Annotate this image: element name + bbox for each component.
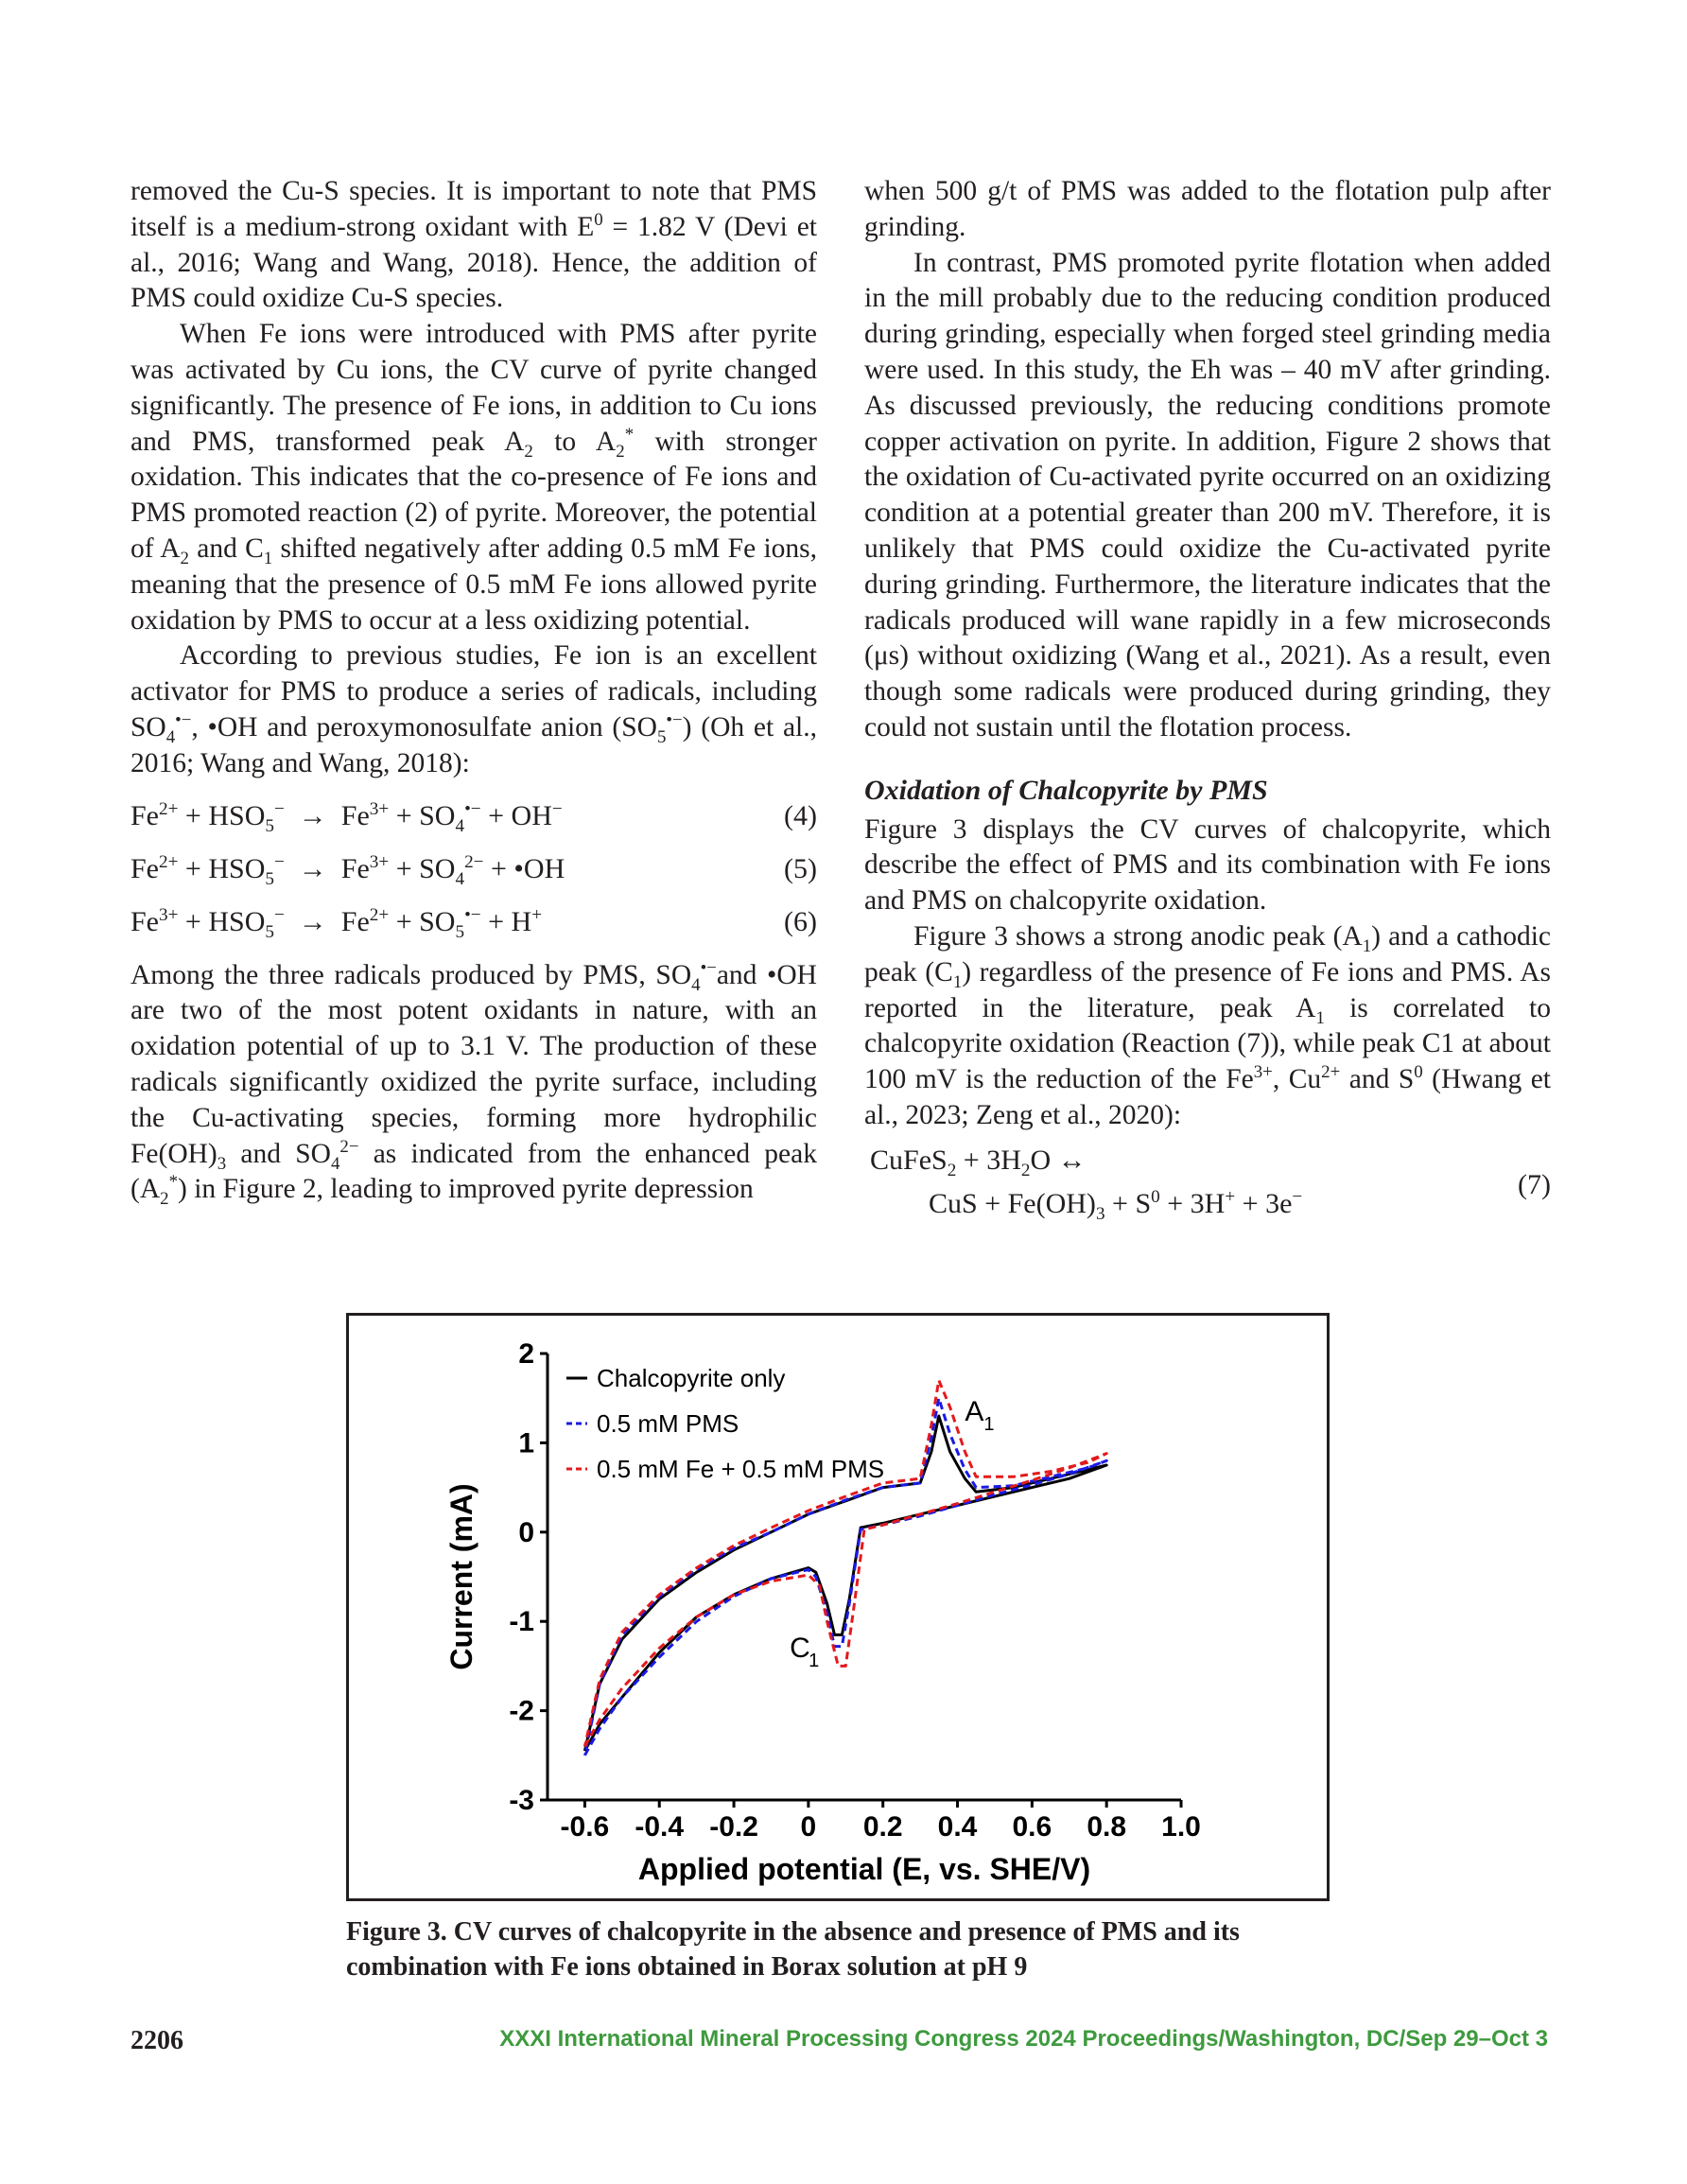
equation-term: 3+ [369, 798, 390, 819]
equation-term: → Fe [284, 905, 370, 937]
equation-term: + HSO [178, 852, 266, 884]
equation-term: + •OH [483, 852, 565, 884]
figure-caption [346, 1914, 1292, 1984]
y-tick-label: -3 [509, 1785, 534, 1816]
equation-line: CuS + $Fe(OH)_3 + S^0 + 3H^+ + 3e^-$ [929, 1186, 1303, 1224]
equation-term: 2+ [159, 851, 179, 872]
x-tick-label: -0.6 [560, 1811, 610, 1843]
equation-term: 2+ [159, 798, 179, 819]
equation-term: + OH [480, 799, 552, 831]
paragraph: removed the Cu-S species. It is important to note that PMS itself is a medium-strong oxidant with $E^0 = 1.82$ V (Devi et al., 2016; Wang and Wang, 2018). Hence, the addition of PMS could oxidize Cu-S species. [130, 176, 817, 314]
equation-term: 2+ [369, 904, 390, 925]
left-column [130, 174, 817, 1208]
equation-term: → Fe [284, 799, 370, 831]
equation-term: 4 [455, 815, 465, 836]
x-tick-label: 0.4 [937, 1811, 978, 1843]
equation-term: + HSO [178, 799, 266, 831]
equation-term: Fe [130, 852, 159, 884]
x-tick-label: -0.2 [709, 1811, 758, 1843]
equation-term: 5 [455, 921, 465, 942]
equation-term: + [531, 904, 543, 925]
equation-term: 5 [265, 921, 274, 942]
x-tick-label: 0 [800, 1811, 817, 1843]
right-column [864, 174, 1551, 1229]
x-tick-label: 1.0 [1161, 1811, 1201, 1843]
equation-number: (5) [784, 852, 817, 884]
equation-term: + SO [389, 799, 456, 831]
equation-term: + H [480, 905, 532, 937]
equation-7 [864, 1138, 1551, 1229]
paragraph: Figure 3 shows a strong anodic peak $(A_1)$ and a cathodic peak $(C_1)$ regardless of the presence of Fe ions and PMS. As reported in the literature, peak $A_1$ is correlated to chalcopyrite oxidation (Reaction (7)), while peak C1 at about 100 mV is the reduction of the $Fe^{3+}$, $Cu^{2+}$ and $S^0$ (Hwang et al., 2023; Zeng et al., 2020): [864, 920, 1552, 1130]
series-line-2 [584, 1395, 1106, 1756]
equation-term: − [273, 851, 285, 872]
caption-line: Figure 3. CV curves of chalcopyrite in the absence and presence of PMS and its [346, 1917, 1240, 1947]
equation-term: → Fe [284, 852, 370, 884]
x-axis-label: Applied potential (E, vs. SHE/V) [637, 1852, 1091, 1886]
legend-label: 0.5 mM PMS [597, 1409, 739, 1438]
peak-label: A [965, 1395, 984, 1427]
equation-term: − [273, 798, 285, 819]
x-tick-label: 0.2 [862, 1811, 903, 1843]
page-number: 2206 [130, 2026, 183, 2055]
y-tick-label: 1 [518, 1427, 534, 1459]
equation-term: 2− [464, 851, 484, 872]
x-tick-label: 0.8 [1087, 1811, 1127, 1843]
paragraph: when 500 g/t of PMS was added to the flotation pulp after grinding. [864, 176, 1551, 242]
equation-body [130, 851, 565, 889]
equation-term: 5 [265, 815, 274, 836]
paragraph: According to previous studies, Fe ion is an excellent activator for PMS to produce a series of radicals, including $SO_4^{•-}$, •OH and peroxymonosulfate anion $(SO_5^{•-})$ (Oh et al., 2016; Wang and Wang, 2018): [130, 640, 817, 778]
equation-term: 4 [455, 868, 465, 889]
equation-term: − [273, 904, 285, 925]
equation-row [130, 896, 817, 949]
equation-term: Fe [130, 799, 159, 831]
section-heading: Oxidation of Chalcopyrite by PMS [864, 774, 1268, 806]
equation-list [130, 790, 817, 949]
equation-term: − [551, 798, 563, 819]
legend-label: Chalcopyrite only [597, 1364, 786, 1392]
equation-number: (6) [784, 905, 817, 937]
equation-body [130, 904, 543, 942]
equation-term: 3+ [369, 851, 390, 872]
y-tick-label: 2 [518, 1338, 534, 1370]
equation-term: •− [464, 798, 481, 819]
peak-label-subscript: 1 [983, 1413, 995, 1435]
caption-line: combination with Fe ions obtained in Borax solution at pH 9 [346, 1952, 1028, 1982]
peak-label-subscript: 1 [809, 1650, 820, 1671]
figure-3 [346, 1313, 1330, 1901]
equation-term: 5 [265, 868, 274, 889]
paragraph: When Fe ions were introduced with PMS after pyrite was activated by Cu ions, the CV curve of pyrite changed significantly. The presence of Fe ions, in addition to Cu ions and PMS, transformed peak $A_2$ to $A_2^*$ with stronger oxidation. This indicates that the co-presence of Fe ions and PMS promoted reaction (2) of pyrite. Moreover, the potential of $A_2$ and $C_1$ shifted negatively after adding 0.5 mM Fe ions, meaning that the presence of 0.5 mM Fe ions allowed pyrite oxidation by PMS to occur at a less oxidizing potential. [130, 319, 817, 636]
legend-label: 0.5 mM Fe + 0.5 mM PMS [597, 1455, 885, 1483]
equation-line: CuFeS$_2$ + $3H_2O$ ↔ [870, 1144, 1087, 1180]
footer-text: XXXI International Mineral Processing Congress 2024 Proceedings/Washington, DC/Sep 29–Oct 3 [499, 2026, 1548, 2052]
equation-term: + HSO [178, 905, 266, 937]
equation-number: (7) [1518, 1168, 1551, 1200]
x-tick-label: 0.6 [1012, 1811, 1052, 1843]
equation-term: •− [464, 904, 481, 925]
cv-chart [349, 1316, 1327, 1898]
y-tick-label: 0 [518, 1516, 534, 1548]
y-axis-label: Current (mA) [444, 1483, 478, 1670]
paragraph: In contrast, PMS promoted pyrite flotation when added in the mill probably due to the reducing condition produced during grinding, especially when forged steel grinding media were used. In this study, the Eh was – 40 mV after grinding. As discussed previously, the reducing conditions promote copper activation on pyrite. In addition, Figure 2 shows that the oxidation of Cu-activated pyrite occurred on an oxidizing condition at a potential greater than 200 mV. Therefore, it is unlikely that PMS could oxidize the Cu-activated pyrite during grinding. Furthermore, the literature indicates that the radicals produced will wane rapidly in a few microseconds (μs) without oxidizing (Wang et al., 2021). As a result, even though some radicals were produced during grinding, they could not sustain until the flotation process. [864, 247, 1551, 743]
paragraph: Figure 3 displays the CV curves of chalcopyrite, which describe the effect of PMS and its combination with Fe ions and PMS on chalcopyrite oxidation. [864, 813, 1551, 917]
y-tick-label: -2 [509, 1695, 534, 1727]
paragraph: Among the three radicals produced by PMS, $SO_4^{•-}and$ •OH are two of the most potent oxidants in nature, with an oxidation potential of up to 3.1 V. The production of these radicals significantly oxidized the pyrite surface, including the Cu-activating species, forming more hydrophilic $Fe(OH)_3$ and $SO_4^{2-}$ as indicated from the enhanced peak $(A_2^*)$ in Figure 2, leading to improved pyrite depression [130, 957, 817, 1210]
equation-row [130, 790, 817, 843]
equation-body [130, 798, 563, 836]
y-tick-label: -1 [509, 1606, 534, 1638]
equation-term: Fe [130, 905, 159, 937]
x-tick-label: -0.4 [635, 1811, 685, 1843]
equation-term: + SO [389, 852, 456, 884]
equation-row [130, 843, 817, 896]
peak-label: C [790, 1632, 810, 1664]
equation-term: 3+ [159, 904, 179, 925]
equation-number: (4) [784, 799, 817, 831]
equation-term: + SO [389, 905, 456, 937]
